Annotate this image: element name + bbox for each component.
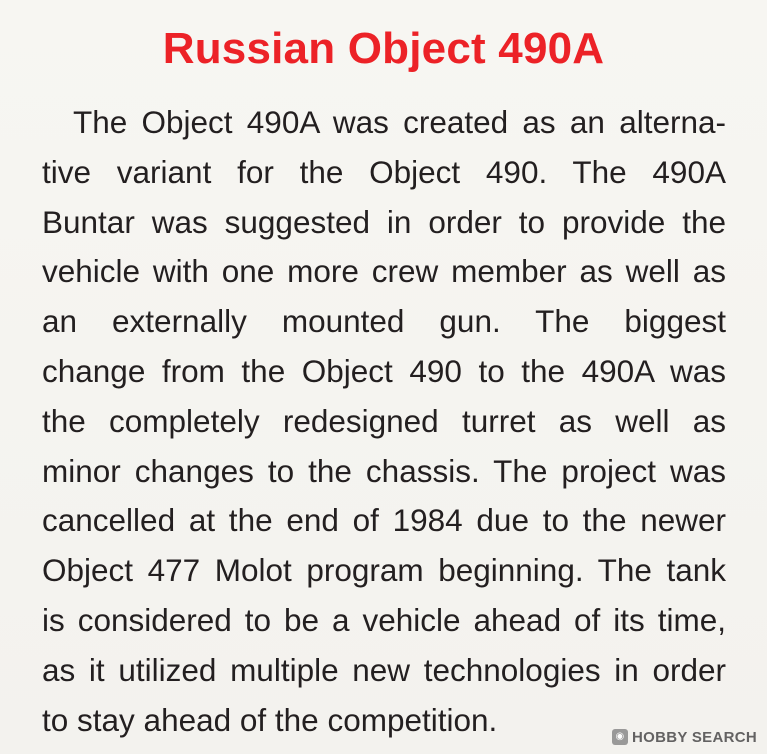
watermark-text: HOBBY SEARCH (631, 728, 757, 746)
paragraph-line-6: change from the Object 490 to the 490A was (42, 352, 726, 389)
paragraph-line-7: the completely redesigned turret as well as (42, 402, 726, 439)
hobby-search-watermark (612, 726, 757, 748)
paragraph-line-5: an externally mounted gun. The biggest (42, 303, 726, 340)
paragraph-line-12: as it utilized multiple new technologies in order (42, 651, 726, 688)
hobby-search-logo-icon: ◉ (612, 729, 628, 745)
paragraph-line-11: is considered to be a vehicle ahead of its time, (42, 601, 726, 638)
paragraph-line-10: Object 477 Molot program beginning. The tank (42, 552, 726, 589)
paragraph-line-4: vehicle with one more crew member as well as (42, 253, 726, 290)
description-paragraph (42, 98, 726, 745)
page-title: Russian Object 490A (162, 24, 605, 73)
paragraph-line-9: cancelled at the end of 1984 due to the newer (42, 502, 726, 539)
paragraph-line-2: tive variant for the Object 490. The 490A (42, 153, 726, 190)
paragraph-line-3: Buntar was suggested in order to provide the (42, 203, 726, 240)
paragraph-line-13: to stay ahead of the competition. (42, 701, 498, 738)
paragraph-line-1: The Object 490A was created as an alterna- (73, 104, 726, 140)
paragraph-line-8: minor changes to the chassis. The project was (42, 452, 726, 489)
